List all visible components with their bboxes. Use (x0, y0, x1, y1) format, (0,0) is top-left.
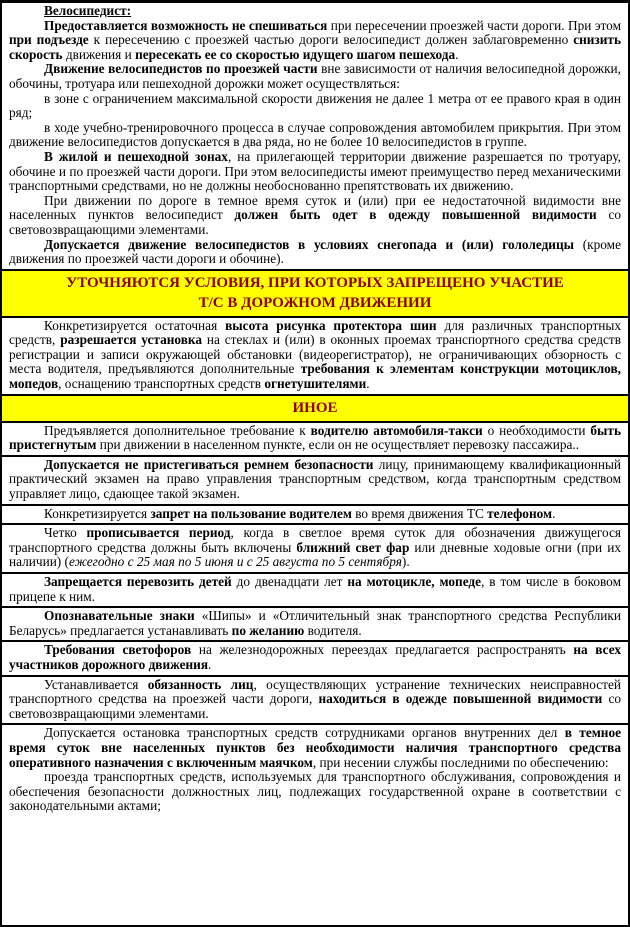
text-segment: При движении по дороге в темное время суток и (или) при ее недостаточной видимости вне населенных пунктов велосипедист (9, 192, 621, 223)
text-segment: до двенадцати лет (231, 574, 348, 589)
text-segment: находиться в одежде повышенной видимости (318, 691, 603, 707)
text-segment: В жилой и пешеходной зонах (44, 148, 228, 164)
text-segment: Требования светофоров (44, 642, 192, 658)
text-segment: движения и (62, 46, 136, 62)
text-segment: огнетушителями (264, 376, 367, 392)
text-segment: Допускается не пристегиваться ремнем безопасности (44, 456, 374, 472)
text-segment: проезда транспортных средств, используемых для транспортного обслуживания, сопровождения и обеспечения безопасности должностных лиц, подлежащих государственной охране в соответствии с законодательными актами; (9, 769, 621, 814)
text-segment: . (552, 505, 556, 521)
paragraph (9, 526, 621, 570)
text-segment: , в том числе в боковом прицепе к ним. (9, 574, 621, 604)
paragraph (9, 609, 621, 638)
text-segment: ближний свет фар (296, 539, 410, 555)
text-segment: Допускается остановка транспортных средств сотрудниками органов внутренних дел (44, 725, 565, 741)
text-segment: , на прилегающей территории движение разрешается по тротуару, обочине и по проезжей части дороги. При этом велосипедисты имеют преимущество перед механическими транспортными средствами, но не должны необоснованно препятствовать их движению. (9, 148, 621, 194)
section-phone-ban (2, 504, 628, 524)
paragraph (9, 4, 621, 19)
text-segment: Движение велосипедистов по проезжей части (44, 61, 318, 77)
paragraph (9, 575, 621, 604)
text-segment: . (208, 656, 212, 672)
paragraph (9, 238, 621, 267)
text-segment: водителя. (304, 622, 362, 638)
section-children-motorcycle-ban (2, 572, 628, 606)
text-segment: пересекать ее со скоростью идущего шагом пешехода (135, 46, 456, 62)
text-segment: Устанавливается (44, 676, 148, 692)
section-exam-seatbelt (2, 455, 628, 504)
text-segment: в ходе учебно-тренировочного процесса в случае сопровождения автомобилем прикрытия. При этом движение велосипедистов допускается в два ряда, но не более 10 велосипедистов в группе. (9, 119, 621, 150)
text-segment: прописывается период (86, 525, 231, 541)
paragraph (9, 458, 621, 502)
text-segment: Конкретизируется (44, 505, 151, 521)
text-segment: к пересечению с проезжей частью дороги велосипедист должен заблаговременно (88, 32, 574, 48)
text-segment: со световозвращающими элементами. (9, 207, 622, 237)
text-segment: Велосипедист: (44, 3, 132, 18)
section-police-stop-rules (2, 723, 628, 816)
text-segment: быть пристегнутым (9, 422, 621, 453)
banner-line: УТОЧНЯЮТСЯ УСЛОВИЯ, ПРИ КОТОРЫХ ЗАПРЕЩЕНО УЧАСТИЕ (66, 274, 564, 291)
text-segment: разрешается установка (60, 332, 203, 348)
text-segment: Запрещается перевозить детей (44, 574, 232, 589)
section-cyclist (2, 3, 628, 269)
banner-prohibited-conditions (2, 269, 628, 316)
text-segment: при движении в населенном пункте, если он не осуществляет перевозку пассажира.. (96, 437, 580, 453)
paragraph (9, 62, 621, 91)
text-segment: . (366, 376, 370, 392)
text-segment: в зоне с ограничением максимальной скорости движения не далее 1 метра от ее правого края в один ряд; (9, 90, 621, 121)
paragraph (9, 19, 621, 63)
text-segment: запрет на пользование водителем (150, 505, 352, 521)
banner-other (2, 394, 628, 421)
text-segment: должен быть одет в одежду повышенной видимости (234, 207, 597, 223)
text-segment: на железнодорожных переездах предлагается распространять (191, 642, 574, 658)
paragraph (9, 424, 621, 453)
text-segment: требования к элементам конструкции мотоциклов, мопедов (9, 361, 621, 392)
section-railway-traffic-lights (2, 640, 628, 674)
text-segment: лицу, принимающему квалификационный практический экзамен на право управления транспортным средством, когда транспортным средством управляет лицо, сдающее такой экзамен. (9, 456, 621, 502)
section-taxi-seatbelt (2, 421, 628, 455)
text-segment: о необходимости (482, 422, 591, 438)
text-segment: , оснащению транспортных средств (58, 376, 265, 392)
paragraph (9, 121, 621, 150)
paragraph (9, 507, 621, 522)
text-segment: вне зависимости от наличия велосипедной дорожки, обочины, тротуара или пешеходной дорожки может осуществляться: (9, 61, 621, 91)
text-segment: Предъявляется дополнительное требование к (44, 422, 311, 438)
section-tread-requirements (2, 316, 628, 394)
text-segment: в темное время суток вне населенных пунктов без необходимости наличия транспортного средства оперативного назначения с включенным маячком (9, 725, 621, 770)
paragraph (9, 92, 621, 121)
paragraph (9, 194, 621, 238)
text-segment: , при несении службы последними по обеспечению: (312, 754, 609, 770)
text-segment: или дневные ходовые огни (при их наличии) ( (9, 539, 621, 570)
text-segment: (кроме движения по проезжей части дороги и обочине). (9, 236, 621, 267)
section-breakdown-visibility-clothing (2, 675, 628, 724)
text-segment: ). (401, 554, 410, 570)
text-segment: , когда в светлое время суток для обозначения движущегося транспортного средства должны быть включены (9, 525, 621, 555)
text-segment: для различных транспортных средств, (9, 317, 621, 348)
text-segment: по желанию (231, 622, 305, 638)
text-segment: Опознавательные знаки (44, 608, 195, 624)
text-segment: во время движения ТС (351, 505, 488, 521)
paragraph (9, 770, 621, 814)
banner-line: ИНОЕ (292, 399, 338, 416)
text-segment: снизить скорость (9, 32, 621, 62)
text-segment: Допускается движение велосипедистов в условиях снегопада и (или) гололедицы (44, 236, 575, 252)
text-segment: при подъезде (9, 32, 89, 48)
text-segment: телефоном (487, 505, 553, 521)
text-segment: на стеклах и (или) в оконных проемах транспортного средства средств регистрации и записи окружающей обстановки (видеорегистратор), не ограничивающих обзорность с места водителя, предъявляются дополнительные (9, 332, 621, 377)
text-segment: на мотоцикле, мопеде (347, 574, 482, 589)
section-daytime-lights-period (2, 523, 628, 572)
paragraph (9, 726, 621, 770)
text-segment: ежегодно с 25 мая по 5 июня и с 25 августа по 5 сентября (69, 554, 402, 570)
paragraph (9, 319, 621, 392)
text-segment: , осуществляющих устранение технических неисправностей транспортного средства на проезжей части дороги, (9, 676, 621, 707)
text-segment: высота рисунка протектора шин (225, 317, 437, 333)
paragraph (9, 150, 621, 194)
text-segment: Четко (44, 525, 87, 541)
section-identification-signs (2, 606, 628, 640)
text-segment: . (455, 46, 459, 62)
banner-line: Т/С В ДОРОЖНОМ ДВИЖЕНИИ (198, 294, 432, 311)
text-segment: Предоставляется возможность не спешиваться (44, 17, 328, 33)
text-segment: обязанность лиц (147, 676, 254, 692)
text-segment: со световозвращающими элементами. (9, 691, 622, 721)
text-segment: при пересечении проезжей части дороги. При этом (327, 17, 621, 33)
text-segment: Конкретизируется остаточная (44, 317, 226, 333)
paragraph (9, 678, 621, 722)
text-segment: на всех участников дорожного движения (9, 642, 621, 672)
paragraph (9, 643, 621, 672)
text-segment: «Шипы» и «Отличительный знак транспортного средства Республики Беларусь» предлагается устанавливать (9, 608, 621, 638)
text-segment: водителю автомобиля-такси (310, 422, 483, 438)
